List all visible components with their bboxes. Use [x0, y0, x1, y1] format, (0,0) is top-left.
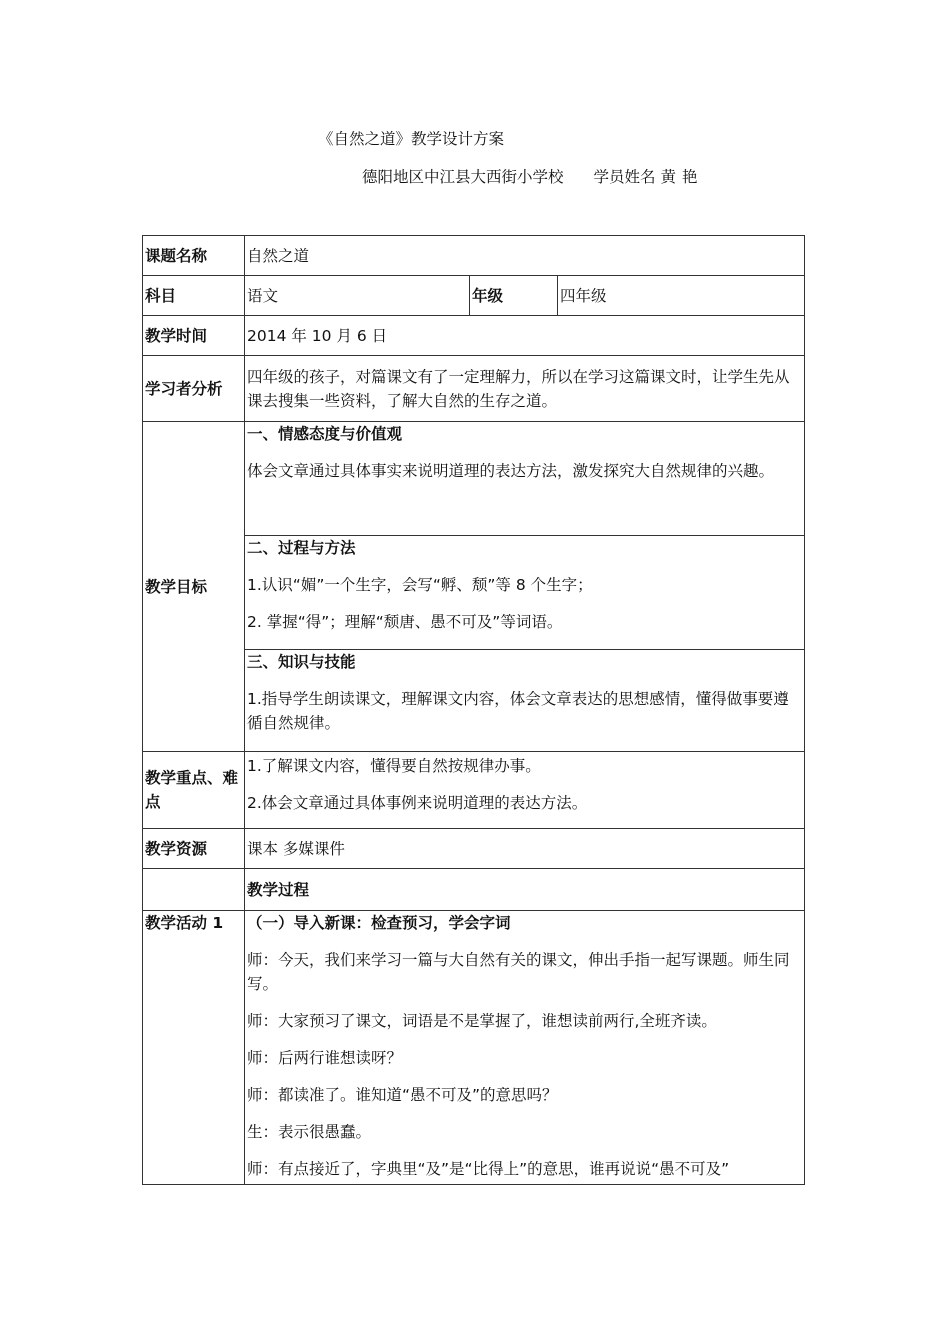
student-name-second: 艳 [681, 168, 698, 186]
goal1-text: 体会文章通过具体事实来说明道理的表达方法，激发探究大自然规律的兴趣。 [247, 462, 775, 480]
time-label: 教学时间 [143, 316, 245, 356]
topic-value: 自然之道 [245, 236, 805, 276]
goal3-title: 三、知识与技能 [247, 653, 356, 671]
row-subject-grade [143, 276, 805, 316]
teaching-plan-table [142, 235, 805, 1185]
goals-label: 教学目标 [143, 422, 245, 752]
resources-label: 教学资源 [143, 829, 245, 869]
learner-label: 学习者分析 [143, 356, 245, 422]
school-name: 德阳地区中江县大西街小学校 [362, 168, 564, 186]
goal1-cell [245, 422, 805, 536]
process-label: 教学过程 [245, 869, 805, 911]
row-learner [143, 356, 805, 422]
keypoints-cell [245, 752, 805, 829]
goal2-cell [245, 536, 805, 650]
activity1-line: 师：大家预习了课文，词语是不是掌握了，谁想读前两行,全班齐读。 [247, 1012, 717, 1030]
keypoint-2: 2.体会文章通过具体事例来说明道理的表达方法。 [247, 794, 588, 812]
activity1-cell [245, 911, 805, 1185]
subject-label: 科目 [143, 276, 245, 316]
activity1-title: （一）导入新课：检查预习，学会字词 [247, 914, 511, 932]
goal3-cell [245, 650, 805, 752]
time-value: 2014 年 10 月 6 日 [245, 316, 805, 356]
keypoint-1: 1.了解课文内容，懂得要自然按规律办事。 [247, 757, 541, 775]
student-label: 学员姓名 [593, 168, 656, 186]
keypoints-label: 教学重点、难点 [143, 752, 245, 829]
grade-value: 四年级 [558, 276, 805, 316]
goal2-item-1: 1.认识“媚”一个生字，会写“孵、颓”等 8 个生字； [247, 576, 593, 594]
activity1-line: 师：今天，我们来学习一篇与大自然有关的课文，伸出手指一起写课题。师生同写。 [247, 951, 790, 993]
topic-label: 课题名称 [143, 236, 245, 276]
row-process [143, 869, 805, 911]
row-keypoints [143, 752, 805, 829]
student-name-first: 黄 [660, 168, 676, 186]
document-title: 《自然之道》教学设计方案 [318, 130, 505, 148]
row-activity-1 [143, 911, 805, 1185]
grade-label: 年级 [470, 276, 558, 316]
learner-text: 四年级的孩子，对篇课文有了一定理解力，所以在学习这篇课文时，让学生先从课去搜集一些资料，了解大自然的生存之道。 [245, 356, 805, 422]
resources-value: 课本 多媒课件 [245, 829, 805, 869]
activity1-line: 师：都读准了。谁知道“愚不可及”的意思吗？ [247, 1086, 558, 1104]
activity1-line: 师：后两行谁想读呀？ [247, 1049, 403, 1067]
row-goal-1 [143, 422, 805, 536]
goal2-item-2: 2. 掌握“得”；理解“颓唐、愚不可及”等词语。 [247, 613, 563, 631]
goal2-title: 二、过程与方法 [247, 539, 356, 557]
row-time [143, 316, 805, 356]
activity1-label: 教学活动 1 [143, 911, 245, 1185]
goal3-text: 1.指导学生朗读课文，理解课文内容，体会文章表达的思想感情，懂得做事要遵循自然规律。 [247, 690, 789, 732]
activity1-line: 师：有点接近了，字典里“及”是“比得上”的意思，谁再说说“愚不可及” [247, 1160, 730, 1178]
process-empty-cell [143, 869, 245, 911]
row-resources [143, 829, 805, 869]
goal1-title: 一、情感态度与价值观 [247, 425, 403, 443]
subject-value: 语文 [245, 276, 470, 316]
document-subtitle [362, 165, 698, 187]
activity1-line: 生：表示很愚蠢。 [247, 1123, 372, 1141]
row-topic [143, 236, 805, 276]
